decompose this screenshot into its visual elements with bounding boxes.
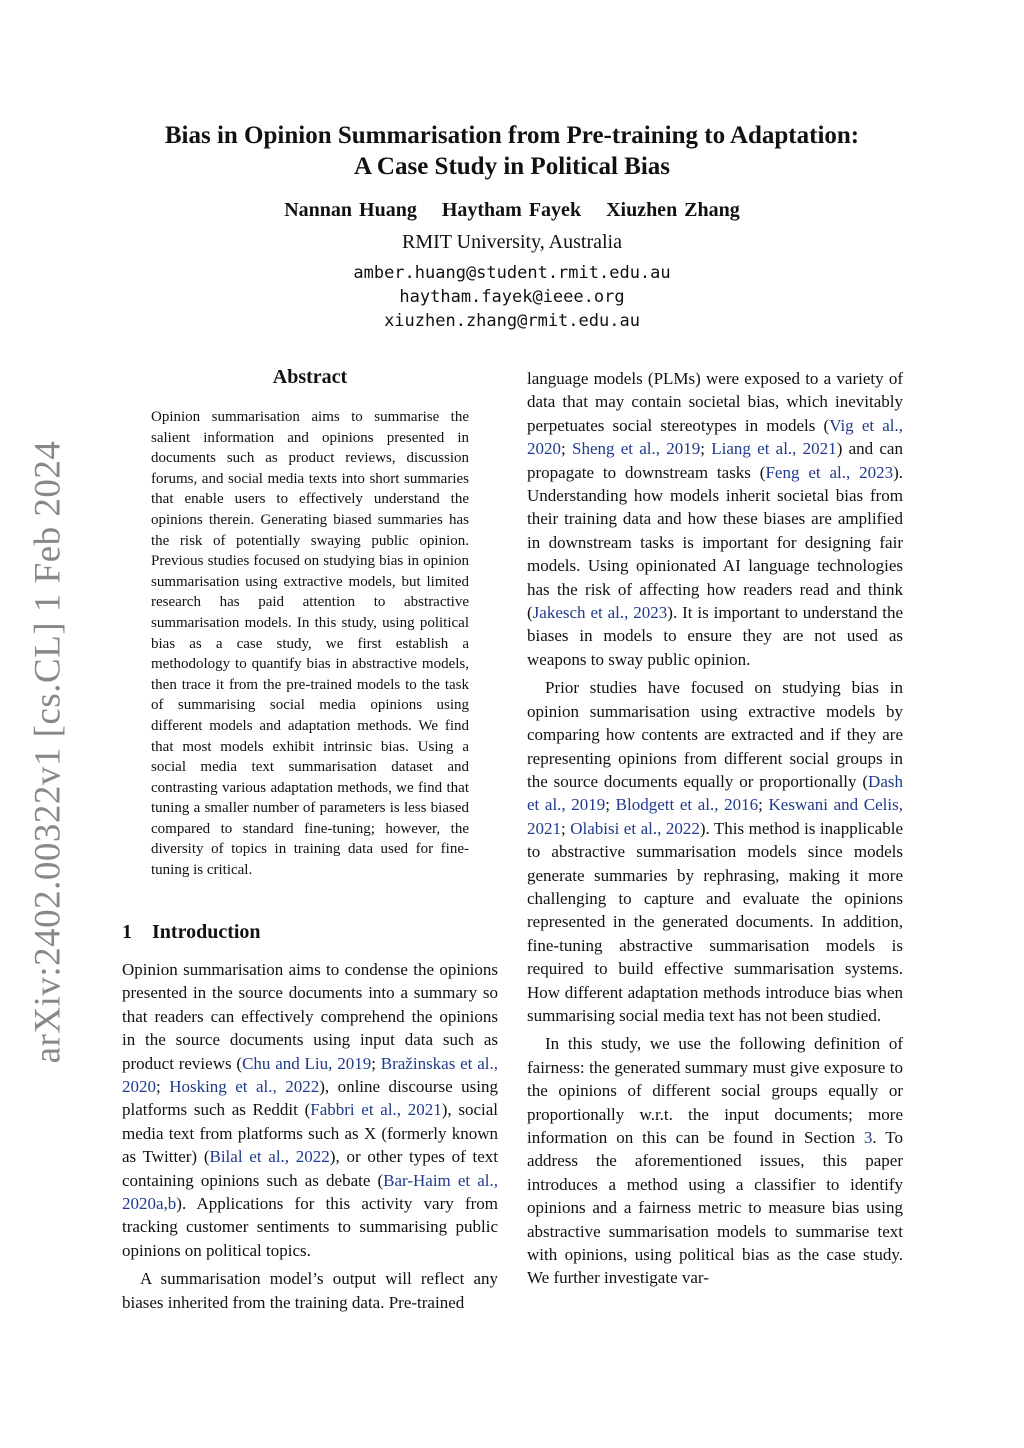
intro-paragraph-1 [122,958,498,1262]
citation-link[interactable]: Liang et al., 2021 [711,439,837,459]
body-text: ). This method is inapplicable to abstractive summarisation models since models generate summaries by rephrasing, making it more challenging to capture and evaluate the opinions represented in the generated documents. In addition, fine-tuning abstractive summarisation models is required to build effective summarisation systems. How different adaptation methods introduce bias when summarising social media text has not been studied. [527,818,903,1025]
author-name: Xiuzhen Zhang [606,199,740,221]
abstract-text: Opinion summarisation aims to summarise the salient information and opinions presented in documents such as product reviews, discussion forums, and social media texts into short summaries that enable users to effectively understand the opinions therein. Generating biased summaries has the risk of potentially swaying public opinion. Previous studies focused on studying bias in opinion summarisation using extractive models, but limited research has paid attention to abstractive summarisation models. In this study, using political bias as a case study, we first establish a methodology to quantify bias in abstractive models, then trace it from the pre-trained models to the task of summarising social media opinions using different models and adaptation methods. We find that most models exhibit intrinsic bias. Using a social media text summarisation dataset and contrasting various adaptation methods, we find that tuning a smaller number of parameters is less biased compared to standard fine-tuning; however, the diversity of topics in training data used for fine-tuning is critical. [151,409,469,879]
body-text: In this study, we use the following definition of fairness: the generated summary must give exposure to the opinions of different social groups equally or proportionally w.r.t. the input documents; more information on this can be found in Section [527,1034,903,1147]
citation-link[interactable]: Fabbri et al., 2021 [310,1100,442,1120]
title-line-2: A Case Study in Political Bias [353,153,670,180]
citation-link[interactable]: Bar-Haim et al., 2020a,b [122,1170,498,1214]
citation-link[interactable]: Bilal et al., 2022 [209,1147,330,1167]
body-text: ), online discourse using platforms such as Reddit ( [122,1077,499,1120]
abstract-heading: Abstract [272,366,348,388]
citation-link[interactable]: Sheng et al., 2019 [571,439,701,459]
citation-link[interactable]: Dash et al., 2019 [527,771,903,815]
citation-link[interactable]: Keswani and Celis, 2021 [527,795,903,838]
citation-link[interactable]: Chu and Liu, 2019 [242,1053,372,1073]
body-text: Opinion summarisation aims to condense the opinions presented in the source documents into a summary so that readers can effectively comprehend the opinions in the source documents using input data such as product reviews ( [122,960,498,1073]
intro-paragraph-2-continued [527,367,903,671]
body-text: ), social media text from platforms such as X (formerly known as Twitter) ( [122,1100,498,1167]
citation-link[interactable]: Vig et al., 2020 [527,415,903,459]
email-address[interactable]: haytham.fayek@ieee.org [399,287,625,307]
body-text: ; [605,795,616,815]
citation-link[interactable]: Jakesch et al., 2023 [532,603,668,623]
left-column [122,958,498,1314]
citation-link[interactable]: Hosking et al., 2022 [169,1077,320,1097]
intro-paragraph-2-start: A summarisation model’s output will reflect any biases inherited from the training data. Pre-trained [122,1269,498,1312]
intro-paragraph-4 [527,1032,903,1289]
body-text: ). Applications for this activity vary from tracking customer sentiments to summarising public opinions on political topics. [122,1194,498,1260]
author-list [0,199,1024,222]
author-name: Haytham Fayek [441,199,582,221]
arxiv-identifier[interactable]: arXiv:2402.00322v1 [cs.CL] 1 Feb 2024 [27,440,69,1064]
citation-link[interactable]: Olabisi et al., 2022 [570,818,700,838]
email-list [0,261,1024,333]
author-name: Nannan Huang [284,199,417,221]
section-heading [122,921,261,944]
affiliation: RMIT University, Australia [402,231,622,253]
body-text: language models (PLMs) were exposed to a variety of data that may contain societal bias, which inevitably perpetuates social stereotypes in models ( [527,369,903,435]
paper-title [0,120,1024,182]
body-text: . To address the aforementioned issues, this paper introduces a method using a classifier to identify opinions and a fairness metric to measure bias using abstractive summarisation models to summarise text with opinions, using political bias as the case study. We further investigate var- [527,1128,903,1288]
section-title: Introduction [152,921,261,943]
right-column [527,367,903,1290]
body-text: ; [700,439,712,459]
citation-link[interactable]: Feng et al., 2023 [765,462,894,482]
section-number: 1 [122,921,132,943]
title-line-1: Bias in Opinion Summarisation from Pre-training to Adaptation: [164,122,860,149]
body-text: ) and can propagate to downstream tasks ( [527,439,903,482]
citation-link[interactable]: Bražinskas et al., 2020 [122,1053,498,1097]
body-text: ; [561,818,571,838]
email-address[interactable]: amber.huang@student.rmit.edu.au [353,263,671,283]
intro-paragraph-3 [527,676,903,1027]
body-text: ), or other types of text containing opinions such as debate ( [122,1147,499,1190]
title-block [0,120,1024,333]
body-text: ; [561,439,572,459]
body-text: ). Understanding how models inherit societal bias from their training data and how these biases are amplified in downstream tasks is important for designing fair models. Using opinionated AI language technologies has the risk of affecting how readers read and think ( [527,462,903,623]
section-link[interactable]: 3 [863,1128,873,1147]
body-text: ; [758,795,769,815]
citation-link[interactable]: Blodgett et al., 2016 [615,795,759,815]
body-text: ; [371,1053,381,1073]
email-address[interactable]: xiuzhen.zhang@rmit.edu.au [384,311,640,331]
body-text: Prior studies have focused on studying bias in opinion summarisation using extractive models by comparing how contents are extracted and if they are representing opinions from different social groups in the source documents equally or proportionally ( [527,678,903,791]
body-text: ). It is important to understand the biases in models to ensure they are not used as weapons to sway public opinion. [527,603,903,669]
body-text: ; [156,1077,170,1097]
